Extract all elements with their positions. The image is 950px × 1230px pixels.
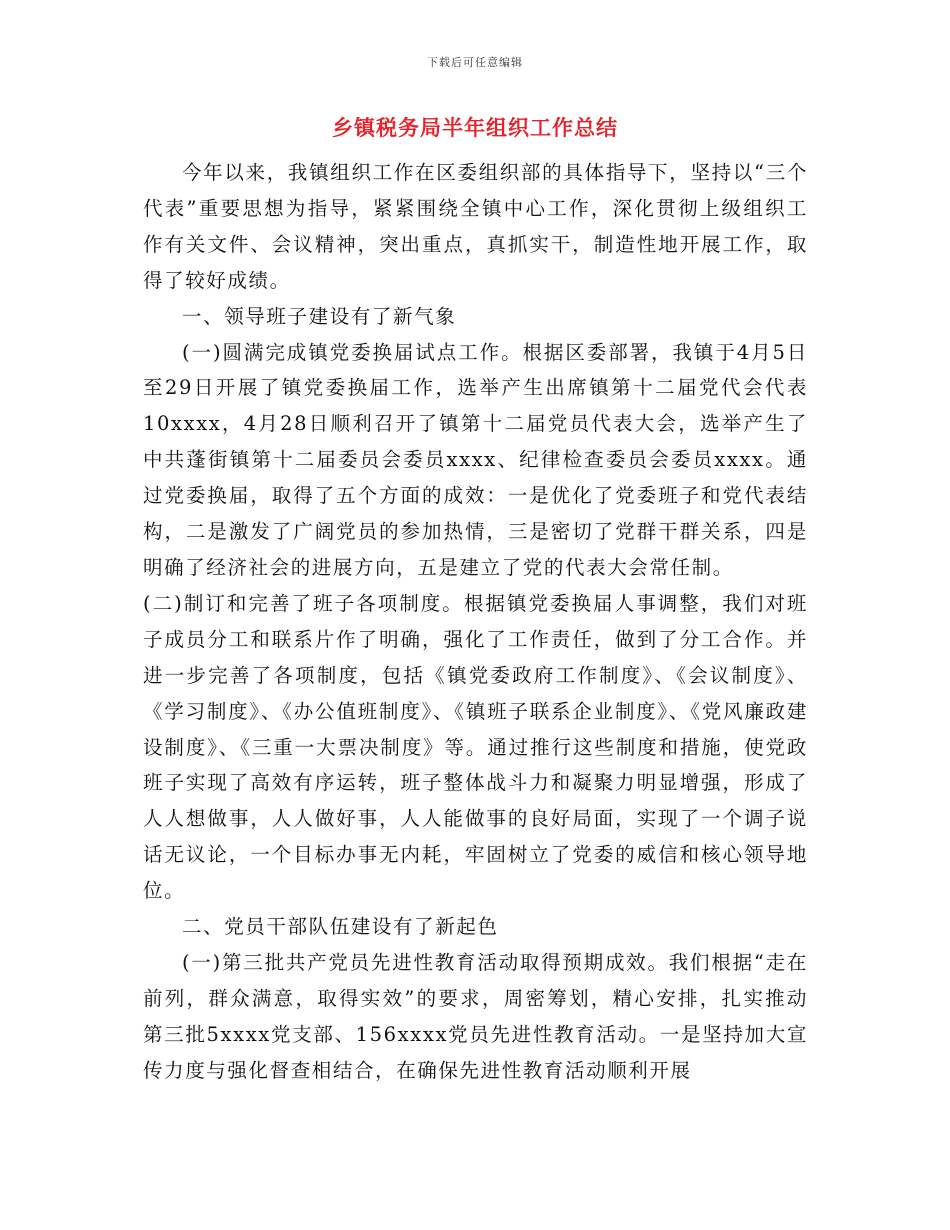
paragraph-2-1: (一)第三批共产党员先进性教育活动取得预期成效。我们根据“走在前列，群众满意，取得实效”的要求，周密筹划，精心安排，扎实推动第三批5xxxx党支部、156xxxx党员先进性教育活动。一是坚持加大宣传力度与强化督查相结合，在确保先进性教育活动顺利开展 [143,950,808,1082]
document-title: 乡镇税务局半年组织工作总结 [332,115,618,140]
section-heading-1: 一、领导班子建设有了新气象 [182,304,457,328]
section-heading-2: 二、党员干部队伍建设有了新起色 [182,915,499,939]
paragraph-1-2: (二)制订和完善了班子各项制度。根据镇党委换届人事调整，我们对班子成员分工和联系片作了明确，强化了工作责任，做到了分工合作。并进一步完善了各项制度，包括《镇党委政府工作制度》、《会议制度》、《学习制度》、《办公值班制度》、《镇班子联系企业制度》、《党风廉政建设制度》、《三重一大票决制度》等。通过推行这些制度和措施，使党政班子实现了高效有序运转，班子整体战斗力和凝聚力明显增强，形成了人人想做事，人人做好事，人人能做事的良好局面，实现了一个调子说话无议论，一个目标办事无内耗，牢固树立了党委的威信和核心领导地位。 [143,591,808,903]
document-body [143,155,808,1089]
paragraph-intro: 今年以来，我镇组织工作在区委组织部的具体指导下，坚持以“三个代表”重要思想为指导，紧紧围绕全镇中心工作，深化贯彻上级组织工作有关文件、会议精神，突出重点，真抓实干，制造性地开展工作，取得了较好成绩。 [143,161,808,292]
header-note: 下载后可任意编辑 [427,56,523,69]
paragraph-1-1: (一)圆满完成镇党委换届试点工作。根据区委部署，我镇于4月5日至29日开展了镇党委换届工作，选举产生出席镇第十二届党代会代表10xxxx，4月28日顺利召开了镇第十二届党员代表大会，选举产生了中共蓬街镇第十二届委员会委员xxxx、纪律检查委员会委员xxxx。通过党委换届，取得了五个方面的成效：一是优化了党委班子和党代表结构，二是激发了广阔党员的参加热情，三是密切了党群干群关系，四是明确了经济社会的进展方向，五是建立了党的代表大会常任制。 [143,340,808,579]
